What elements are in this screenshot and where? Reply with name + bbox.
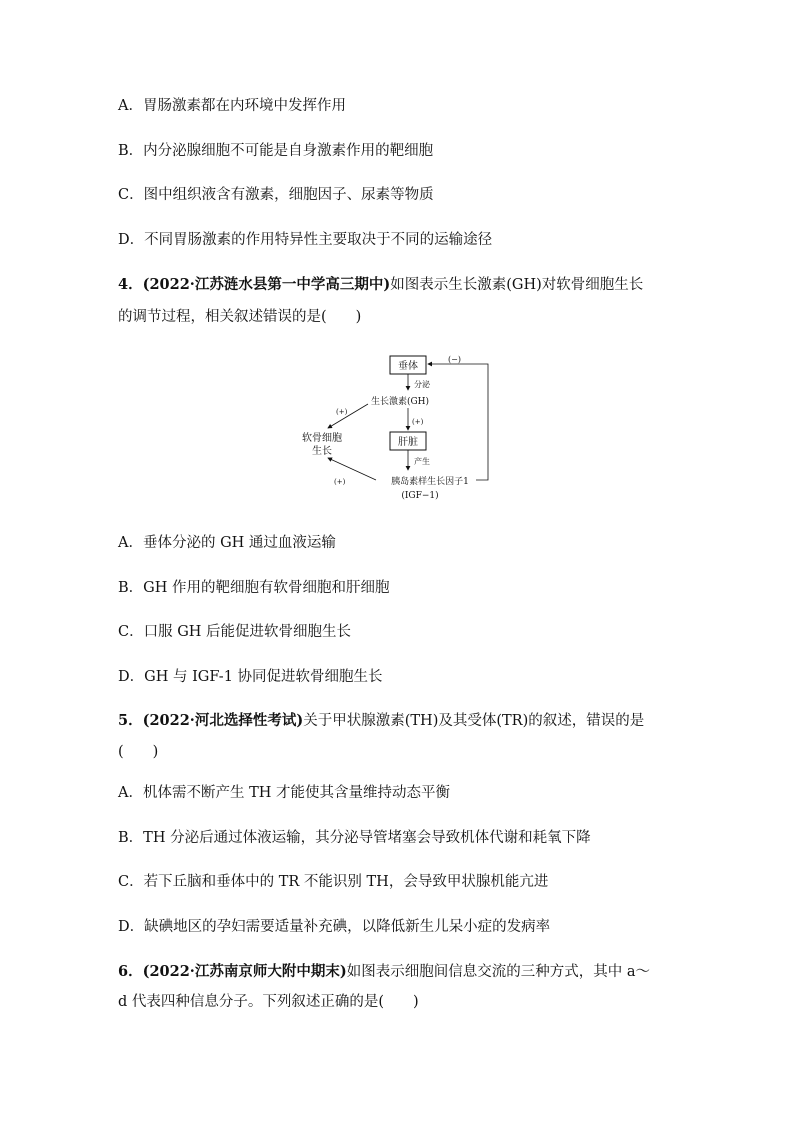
q4-source: 4．(2022·江苏涟水县第一中学高三期中) xyxy=(118,276,391,293)
q6-stem-line1 xyxy=(118,962,650,982)
q5-option-c: C．若下丘脑和垂体中的 TR 不能识别 TH，会导致甲状腺机能亢进 xyxy=(118,874,549,890)
q4-stem-line1 xyxy=(118,275,643,295)
q3-option-d: D．不同胃肠激素的作用特异性主要取决于不同的运输途径 xyxy=(118,232,493,248)
q4-option-c: C．口服 GH 后能促进软骨细胞生长 xyxy=(118,624,352,640)
q3-option-c: C．图中组织液含有激素，细胞因子、尿素等物质 xyxy=(118,187,434,203)
pituitary-label: 垂体 xyxy=(398,361,418,372)
q5-stem-line1 xyxy=(118,711,644,731)
q4-option-a: A．垂体分泌的 GH 通过血液运输 xyxy=(118,535,336,551)
q5-stem-text: 关于甲状腺激素(TH)及其受体(TR)的叙述，错误的是 xyxy=(303,713,645,729)
q5-option-b: B．TH 分泌后通过体液运输，其分泌导管堵塞会导致机体代谢和耗氧下降 xyxy=(118,830,591,846)
arrow-feedback xyxy=(428,364,488,480)
liver-label: 肝脏 xyxy=(398,437,418,448)
q5-option-a: A．机体需不断产生 TH 才能使其含量维持动态平衡 xyxy=(118,785,451,801)
q6-stem-line2: d 代表四种信息分子。下列叙述正确的是( ) xyxy=(118,994,419,1010)
minus-feedback: (−) xyxy=(448,355,461,364)
igf-label-line2: (IGF−1) xyxy=(401,491,439,501)
produce-label: 产生 xyxy=(414,457,430,466)
arrow-igf-cartilage xyxy=(328,458,376,480)
q6-source: 6．(2022·江苏南京师大附中期末) xyxy=(118,963,347,980)
igf-label-line1: 胰岛素样生长因子1 xyxy=(391,477,469,487)
secrete-label: 分泌 xyxy=(414,380,430,389)
q4-stem-text: 如图表示生长激素(GH)对软骨细胞生长 xyxy=(390,277,644,293)
cartilage-label-line2: 生长 xyxy=(312,446,332,457)
cartilage-label-line1: 软骨细胞 xyxy=(302,433,342,444)
q6-stem-text: 如图表示细胞间信息交流的三种方式，其中 a～ xyxy=(346,964,650,980)
plus-igf-cartilage: (+) xyxy=(334,478,346,486)
plus-gh-liver: (+) xyxy=(412,418,424,426)
q5-source: 5．(2022·河北选择性考试) xyxy=(118,712,304,729)
q3-option-a: A．胃肠激素都在内环境中发挥作用 xyxy=(118,98,346,114)
q4-option-d: D．GH 与 IGF-1 协同促进软骨细胞生长 xyxy=(118,669,383,685)
gh-regulation-diagram xyxy=(290,350,500,510)
q4-stem-line2: 的调节过程，相关叙述错误的是( ) xyxy=(118,309,362,325)
q4-option-b: B．GH 作用的靶细胞有软骨细胞和肝细胞 xyxy=(118,580,390,596)
plus-gh-cartilage: (+) xyxy=(336,408,348,416)
q5-stem-line2: ( ) xyxy=(118,744,159,760)
q3-option-b: B．内分泌腺细胞不可能是自身激素作用的靶细胞 xyxy=(118,143,434,159)
q5-option-d: D．缺碘地区的孕妇需要适量补充碘，以降低新生儿呆小症的发病率 xyxy=(118,919,551,935)
gh-label: 生长激素(GH) xyxy=(370,397,430,407)
arrow-gh-cartilage xyxy=(328,404,368,428)
